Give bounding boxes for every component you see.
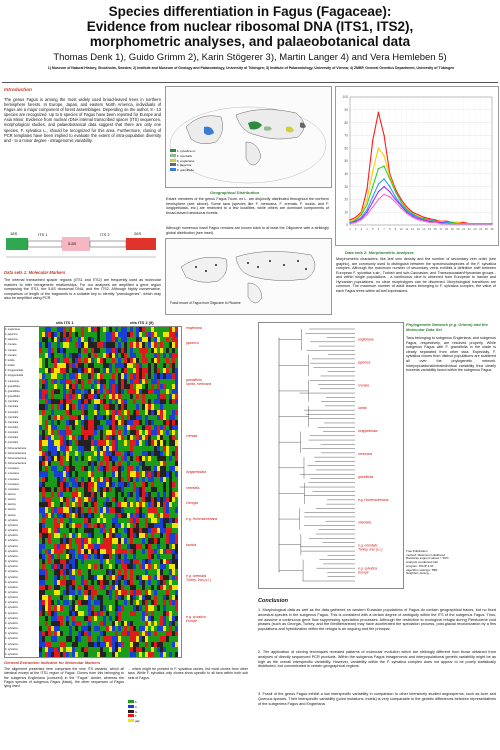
data-point bbox=[440, 220, 441, 221]
taxon-label: F. sylvatica bbox=[5, 652, 18, 656]
data-point bbox=[383, 178, 384, 179]
group-label: grandifolia lucida, mexicana bbox=[186, 377, 212, 386]
fossil-map-eurasia bbox=[236, 251, 315, 280]
taxon-label: F. mexicana bbox=[5, 379, 19, 383]
taxon-label: F. taurica bbox=[5, 498, 16, 502]
x-tick-label: 19 bbox=[450, 227, 454, 231]
title-line-1: Species differentiation in Fagus (Fagaceae): bbox=[108, 4, 392, 19]
tree-clade-label bbox=[358, 544, 382, 552]
group-label: Georgia bbox=[186, 501, 199, 506]
data-point bbox=[366, 188, 367, 189]
group-label: e.g. Hohenackeriana bbox=[186, 516, 218, 521]
taxon-label: F. grandifolia bbox=[5, 384, 20, 388]
its-caption-heading: Data sets 1: Molecular Markers bbox=[4, 270, 66, 275]
data-point bbox=[389, 191, 390, 192]
data-point bbox=[383, 165, 384, 166]
title-line-2: Evidence from nuclear ribosomal DNA (ITS1, ITS2), bbox=[86, 19, 414, 34]
taxon-label: F. longipetiolata bbox=[5, 374, 24, 378]
taxon-label: F. sylvatica bbox=[5, 596, 18, 600]
base-legend-item: A bbox=[128, 700, 178, 705]
map-legend-item: F. japonica bbox=[170, 163, 230, 168]
taxon-label: F. sylvatica bbox=[5, 621, 18, 625]
data-point bbox=[412, 217, 413, 218]
tree-text: Taxa belonging to subgenus Engleriana, and subgenus Fagus, respectively, are resolved properly. While subgenus Fagus with F. grandifolia in the clade is clearly separated from other taxa. Especially, F. sylvatica clones from distinct populations are scattered all over the phylogenetic network. Interpopulational/intraindividual variability thus clearly exceeds variability found within the subgenus Fagus. bbox=[406, 336, 496, 373]
taxon-label: F. hohenackeriana bbox=[5, 446, 27, 450]
taxon-label: F. taurica bbox=[5, 493, 16, 496]
fossil-site bbox=[215, 264, 217, 266]
tree-svg bbox=[259, 323, 403, 588]
taxon-label: F. sylvatica bbox=[5, 627, 18, 631]
y-tick-label: 50 bbox=[344, 159, 348, 164]
fossil-site bbox=[205, 270, 207, 272]
data-point bbox=[440, 222, 441, 223]
data-point bbox=[372, 206, 373, 207]
tree-clade-label bbox=[358, 475, 373, 479]
taxon-label: F. sylvatica bbox=[5, 523, 18, 527]
data-point bbox=[400, 208, 401, 209]
data-point bbox=[366, 199, 367, 200]
x-tick-label: 21 bbox=[462, 227, 466, 231]
taxon-label: F. sylvatica bbox=[5, 518, 18, 522]
data-point bbox=[361, 219, 362, 220]
taxon-label: F. sylvatica bbox=[5, 534, 18, 538]
x-tick-label: 10 bbox=[399, 227, 403, 231]
taxon-label: F. orientalis bbox=[5, 425, 19, 429]
data-point bbox=[366, 204, 367, 205]
fossil-map bbox=[165, 238, 332, 315]
label-its1: ITS 1 bbox=[38, 232, 48, 237]
group-label: japonica bbox=[186, 341, 199, 346]
header-divider bbox=[2, 82, 498, 83]
x-tick-label: 13 bbox=[416, 227, 420, 231]
base-legend-item: C bbox=[128, 705, 178, 710]
gene-18s-box bbox=[6, 238, 28, 250]
x-tick-label: 20 bbox=[456, 227, 460, 231]
taxon-label: F. crenata bbox=[5, 343, 17, 347]
tree-clade-label bbox=[358, 452, 372, 456]
alignment-caption: The alignment presented here comprises the nine ITS variants, which all identical except at the ITS1 region of Fagus. Clones from this belonging to the subgenus Engleriana (coloured) in the "Fagus" cluster, whereas the Fagus species of subgenus Fagus (black), the other sequences of Fagus lying lined. bbox=[4, 667, 124, 689]
y-tick-label: 80 bbox=[344, 120, 348, 125]
data-point bbox=[435, 219, 436, 220]
data-point bbox=[378, 112, 379, 113]
intro-text: The genus Fagus is among the most widely used broad-leaved trees in northern hemisphere forests. In Europe, Japan, and eastern North America, individuals of Fagus are a major component of forest assemblages. Depending on the author, 8 - 13 species are recognized. Up to 5 species of Fagus have been reported for Europe and Asia Minor. Evidence from nuclear rDNA internal transcribed spacer (ITS) sequences, morphological studies, and palaeobotanical data suggest that there are only one species, F. sylvatica L., should be recognized for this area. Furthermore, cloning of PCR templates have been implied to evaluate the extent of intra-population diversity and - to a minor degree - intragenomic variability. bbox=[4, 97, 161, 143]
taxon-label: F. lucida bbox=[5, 364, 15, 368]
taxon-label: F. sylvatica bbox=[5, 575, 18, 579]
taxon-label: F. orientalis bbox=[5, 410, 19, 414]
conclusion-p2: 2. The application of cloning techniques revealed patterns of molecular evolution which are strikingly different from those obtained from analyses of directly sequenced PCR products. Within the subgenus Fagus intragenomic and interpopulational genetic variability might be as high as the overall interspecific variability. However, variability within the F. sylvatica complex does not appear to be purely statistically distributed, but concentrated in certain geographical regions. bbox=[258, 650, 496, 669]
intro-heading: Introduction bbox=[4, 88, 32, 93]
data-point bbox=[452, 223, 453, 224]
taxon-label: F. grandifolia bbox=[5, 389, 20, 393]
data-point bbox=[389, 186, 390, 187]
data-point bbox=[423, 219, 424, 220]
data-point bbox=[463, 222, 464, 223]
alignment-label-right: ctls ITS 2 (5) bbox=[130, 320, 154, 325]
tree-label-line: japonica bbox=[358, 360, 371, 365]
data-point bbox=[383, 155, 384, 156]
map-legend-item: F. orientalis bbox=[170, 154, 230, 159]
data-point bbox=[435, 222, 436, 223]
taxon-label: F. hohenackeriana bbox=[5, 462, 27, 466]
x-tick-label: 23 bbox=[473, 227, 477, 231]
taxon-label: F. sylvatica bbox=[5, 616, 18, 620]
tree-label-line: Europe bbox=[358, 570, 369, 575]
taxon-label: F. japonica bbox=[5, 333, 18, 337]
group-label: taurica bbox=[186, 542, 197, 547]
tree-label-line: longipetiolata bbox=[358, 429, 378, 434]
tree-label-line: e.g. Hohenackeriana bbox=[358, 497, 389, 502]
data-point bbox=[446, 222, 447, 223]
label-18s: 18S bbox=[10, 231, 18, 236]
x-tick-label: 15 bbox=[427, 227, 432, 231]
tree-clade-label bbox=[357, 360, 370, 364]
data-point bbox=[457, 222, 458, 223]
x-tick-label: 6 bbox=[377, 227, 380, 231]
data-point bbox=[383, 194, 384, 195]
data-point bbox=[463, 223, 464, 224]
its-caption: The internal transcribed spacer regions (ITS1 and ITS2) are frequently used as molecular markers to infer infrageneric relationships. For our analyses we amplified a gene region comprising the ITS1, the 5.8S ribosomal DNA, and the ITS2. Although highly conservative, comparison of length of the fragments is a suitable key to identify "pseudogenes", which may also be amplified using PCR. bbox=[4, 278, 161, 300]
data-point bbox=[366, 212, 367, 213]
taxon-label: F. sylvatica bbox=[5, 647, 18, 651]
taxon-label: F. sylvatica bbox=[5, 590, 18, 594]
map-caption: Extant members of the genus Fagus Tourn. ex L. are disjunctly distributed throughout the northern hemisphere (see above). Some taxa (species like F. mexicana, F. crenata, F. lucida, and F. longipetiolata, etc.) are restricted to a few localities, while others are dominant components of broad-leaved deciduous forests. bbox=[166, 197, 329, 215]
x-tick-label: 18 bbox=[444, 227, 449, 231]
morph-text: Morphometric characters, like leaf vein density and the number of secondary vein order (see graphic), are commonly used to distinguish between the species/subspecies of the F. sylvatica complex. Although the maximum number of secondary veins exhibits a definitive shift between European F. sylvatica s.str., Turkish and sub-Caucasian, and Transcaucasian/Hyrcanian groups - and within single populations - a continuous cline is observed from European to Iranian and Hyrcanian populations, no clear morphotypes can be discerned. Morphological transitions are common. The maximum number of adult leaves belonging to F. sylvatica complex, the value of each Fagus trees within all leaf impressions. bbox=[336, 257, 496, 293]
y-tick-label: 70 bbox=[344, 133, 348, 138]
data-point bbox=[395, 196, 396, 197]
taxon-label: F. moesiaca bbox=[5, 482, 19, 486]
affiliations: 1) Museum of Natural History, Stockholm, Sweden; 2) Institute and Museum of Geology and Palaeontology, University of Tübingen; 3) Institute of Palaeontology, University of Vienna; 4) ZMBP, General Genetics Department, University of Tübingen bbox=[47, 66, 455, 70]
data-point bbox=[400, 205, 401, 206]
group-label: crenata bbox=[186, 434, 198, 439]
taxon-label: F. moesiaca bbox=[5, 472, 19, 476]
x-tick-label: 1 bbox=[349, 227, 351, 231]
data-point bbox=[400, 201, 401, 202]
taxon-label: F. hohenackeriana bbox=[5, 451, 27, 455]
tree-label-line: Turkey, Iran (s.l.) bbox=[358, 547, 383, 552]
taxon-label: F. sylvatica bbox=[5, 637, 18, 641]
taxon-label: F. moesiaca bbox=[5, 467, 19, 471]
taxon-label: F. sylvatica bbox=[5, 560, 18, 564]
taxon-label: F. orientalis bbox=[5, 431, 19, 435]
data-point bbox=[435, 220, 436, 221]
tree-label-line: crenata bbox=[358, 383, 369, 388]
taxon-label: F. engleriana bbox=[5, 328, 20, 331]
gene-26s-box bbox=[126, 238, 156, 250]
taxon-label: F. hohenackeriana bbox=[5, 456, 27, 460]
y-tick-label: 100 bbox=[342, 95, 348, 100]
taxon-label: F. orientalis bbox=[5, 405, 19, 409]
taxon-label: F. taurica bbox=[5, 513, 16, 517]
data-point bbox=[366, 209, 367, 210]
its2-region bbox=[90, 241, 126, 247]
y-tick-label: 20 bbox=[344, 197, 348, 202]
africa-shape bbox=[246, 142, 261, 165]
sequence-alignment bbox=[4, 326, 182, 658]
taxon-label: F. sylvatica bbox=[5, 632, 18, 636]
data-point bbox=[491, 223, 492, 224]
data-point bbox=[474, 223, 475, 224]
data-point bbox=[486, 223, 487, 224]
tree-label-line: engleriana bbox=[358, 337, 374, 342]
data-point bbox=[395, 191, 396, 192]
data-point bbox=[372, 196, 373, 197]
taxon-label: F. sylvatica bbox=[5, 580, 18, 584]
taxon-label: F. sylvatica bbox=[5, 544, 18, 548]
data-point bbox=[400, 199, 401, 200]
x-tick-label: 4 bbox=[366, 227, 368, 231]
fossil-site bbox=[247, 262, 249, 264]
fossil-map-north-america bbox=[181, 257, 227, 282]
morphometric-chart bbox=[335, 86, 499, 246]
tree-heading: Phylogenetic Network (e.g. Grimm) and the Molecular Data Set bbox=[406, 322, 488, 332]
data-point bbox=[429, 218, 430, 219]
taxon-label: F. sylvatica bbox=[5, 601, 18, 605]
fossil-site bbox=[195, 266, 197, 268]
conclusion-p1: 1. Morphological data as well as the data gathered on western Eurasian populations of Fagus do contain geographical traces, but no fixed ancestral species in the subgenus Fagus. This is consistent with a certain degree of ambiguity within the ITS of the subgenus Fagus. Thus, we assume a continuous gene flow suppressing speciation processes. Although the restriction to ecological refugia during Pleistocene cold phases (such as Georgia, Turkey, and the Mediterranean) may have accelerated the speciation process, post-glacial recolonization by a few populations and hybridization within the refugia is an ongoing and the principal. bbox=[258, 608, 496, 632]
data-point bbox=[457, 223, 458, 224]
eurasia-shape bbox=[236, 109, 304, 139]
taxon-label: F. taurica bbox=[5, 503, 16, 507]
taxon-label: F. sylvatica bbox=[5, 529, 18, 533]
tree-label-line: grandifolia bbox=[358, 474, 374, 479]
taxon-label: F. lucida bbox=[5, 358, 15, 362]
range-japonica bbox=[300, 123, 306, 129]
data-point bbox=[389, 196, 390, 197]
tree-clade-label bbox=[358, 337, 374, 341]
taxon-label: F. sylvatica bbox=[5, 554, 18, 558]
tree-label-line: e.g. sylvatica bbox=[358, 566, 378, 571]
data-point bbox=[366, 214, 367, 215]
map-legend-item: F. engleriana bbox=[170, 159, 230, 164]
data-point bbox=[440, 223, 441, 224]
taxon-label: F. longipetiolata bbox=[5, 369, 24, 373]
data-point bbox=[378, 191, 379, 192]
x-tick-label: 14 bbox=[422, 227, 426, 231]
y-tick-label: 40 bbox=[344, 172, 348, 176]
x-tick-label: 9 bbox=[394, 227, 397, 231]
map-legend-item: F. sylvatica s.l. bbox=[170, 149, 230, 154]
data-point bbox=[378, 199, 379, 200]
data-point bbox=[349, 223, 350, 224]
x-tick-label: 17 bbox=[439, 227, 443, 231]
taxon-label: F. sylvatica bbox=[5, 539, 18, 543]
group-label: engleriana bbox=[186, 326, 202, 330]
map-heading: Geographical Distribution bbox=[210, 190, 260, 195]
series-line bbox=[350, 112, 492, 223]
data-point bbox=[469, 223, 470, 224]
group-label: orientalis bbox=[186, 485, 200, 490]
tree-side-note: Tree Publication method: Maximum Likelihood Bootstrap support values > 50% Analysis conducted with program: PAUP 4.0b Algorithm settings: TBR Neighbor-Joining... bbox=[406, 549, 449, 576]
base-legend-item: gap bbox=[128, 719, 178, 724]
its-diagram bbox=[4, 228, 162, 266]
tree-clade-label bbox=[358, 406, 367, 410]
alignment-legend bbox=[128, 700, 178, 724]
taxon-label: F. sylvatica bbox=[5, 570, 18, 574]
fossil-map-caption: Fossil record of Fagus from Oligocene to Pliocene bbox=[170, 301, 241, 305]
x-tick-label: 5 bbox=[371, 227, 374, 231]
map-legend-item: F. grandifolia bbox=[170, 168, 230, 173]
taxon-label: F. moesiaca bbox=[5, 477, 19, 481]
x-tick-label: 7 bbox=[383, 227, 385, 231]
x-tick-label: 11 bbox=[405, 227, 409, 231]
data-point bbox=[446, 220, 447, 221]
tree-label-line: mexicana bbox=[358, 452, 373, 456]
alignment-cell bbox=[175, 652, 178, 657]
data-point bbox=[372, 171, 373, 172]
taxon-label: F. japonica bbox=[5, 338, 18, 342]
taxon-label: F. sylvatica bbox=[5, 606, 18, 610]
data-point bbox=[378, 168, 379, 169]
label-26s: 26S bbox=[134, 231, 142, 236]
taxon-label: F. orientalis bbox=[5, 420, 19, 424]
data-point bbox=[378, 183, 379, 184]
y-tick-label: 90 bbox=[344, 108, 348, 112]
x-tick-label: 16 bbox=[433, 227, 437, 231]
phylogenetic-tree bbox=[258, 322, 404, 589]
data-point bbox=[372, 140, 373, 141]
data-point bbox=[378, 148, 379, 149]
data-point bbox=[395, 201, 396, 202]
x-tick-label: 12 bbox=[410, 227, 415, 231]
base-legend-item: G bbox=[128, 710, 178, 715]
fossil-site bbox=[297, 260, 299, 262]
tree-label-line: lucida bbox=[358, 406, 367, 411]
taxon-label: F. moesiaca bbox=[5, 487, 19, 491]
tree-clade-label bbox=[358, 521, 372, 525]
x-tick-label: 3 bbox=[360, 227, 363, 231]
taxon-label: F. crenata bbox=[5, 348, 17, 352]
taxon-label: F. grandifolia bbox=[5, 395, 20, 399]
y-tick-label: 10 bbox=[344, 210, 348, 215]
its1-region bbox=[28, 241, 62, 247]
data-point bbox=[372, 201, 373, 202]
y-tick-label: 60 bbox=[344, 146, 348, 151]
chart-svg bbox=[336, 87, 498, 245]
alignment-caption-heading: General Extraction Indicator for Molecular Markers bbox=[4, 660, 101, 665]
series-line bbox=[350, 166, 492, 224]
data-point bbox=[417, 219, 418, 220]
tree-label-line: orientalis bbox=[358, 520, 372, 525]
data-point bbox=[383, 186, 384, 187]
x-tick-label: 22 bbox=[467, 227, 471, 231]
label-58s: 5.8S bbox=[68, 241, 77, 246]
data-point bbox=[429, 219, 430, 220]
fossil-map-africa bbox=[248, 283, 262, 303]
fossil-site bbox=[283, 264, 285, 266]
tree-clade-label bbox=[358, 498, 389, 502]
data-point bbox=[355, 222, 356, 223]
y-tick-label: 0 bbox=[346, 223, 348, 228]
data-point bbox=[429, 220, 430, 221]
poster-title bbox=[0, 4, 500, 49]
taxon-label: F. orientalis bbox=[5, 436, 19, 440]
data-point bbox=[361, 214, 362, 215]
data-point bbox=[372, 186, 373, 187]
conclusion-p3: 3. Fossil of the genus Fagus exhibit a low interspecific variability in comparison to other intensively studied angiosperms, such as Acer and Quercus species. Their interspecific variability (point mutations, indels) is very comparable to the genetic differences between representatives of the subgenera Fagus and Engleriana. bbox=[258, 692, 496, 706]
taxon-label: F. sylvatica bbox=[5, 565, 18, 569]
fossil-site bbox=[269, 260, 271, 262]
authors: Thomas Denk 1), Guido Grimm 2), Karin Stögerer 3), Martin Langer 4) and Vera Hemleben 5) bbox=[53, 52, 447, 63]
label-its2: ITS 2 bbox=[100, 232, 110, 237]
fossil-site bbox=[257, 266, 259, 268]
tree-clade-label bbox=[358, 429, 378, 433]
taxon-label: F. orientalis bbox=[5, 441, 19, 445]
title-line-3: morphometric analyses, and palaeobotanical data bbox=[89, 34, 411, 49]
distribution-map bbox=[165, 86, 332, 188]
data-point bbox=[389, 178, 390, 179]
alignment-rows bbox=[5, 327, 181, 657]
data-point bbox=[429, 222, 430, 223]
taxon-label: F. orientalis bbox=[5, 415, 19, 419]
tree-label-line: e.g. orientalis bbox=[358, 543, 378, 548]
morph-heading: Data sets 2: Morphometric Analyses bbox=[345, 250, 414, 255]
data-point bbox=[423, 220, 424, 221]
conclusion-heading: Conclusion bbox=[258, 598, 288, 604]
x-tick-label: 26 bbox=[490, 227, 494, 231]
group-label: longipetiolata bbox=[186, 470, 206, 475]
tree-clade-label bbox=[358, 383, 369, 387]
group-label: e.g. orientalis Turkey, Iran (s.l.) bbox=[186, 573, 212, 582]
x-tick-label: 8 bbox=[388, 227, 391, 231]
base-legend-item: T bbox=[128, 714, 178, 719]
taxon-label: F. sylvatica bbox=[5, 611, 18, 615]
taxon-label: F. taurica bbox=[5, 508, 16, 512]
taxon-label: F. orientalis bbox=[5, 400, 19, 404]
taxon-label: F. sylvatica bbox=[5, 549, 18, 553]
map-legend bbox=[170, 149, 230, 173]
x-tick-label: 25 bbox=[484, 227, 488, 231]
x-tick-label: 2 bbox=[354, 227, 357, 231]
y-tick-label: 30 bbox=[344, 184, 348, 189]
x-tick-label: 24 bbox=[479, 227, 483, 231]
data-point bbox=[406, 213, 407, 214]
alignment-group-labels bbox=[184, 326, 254, 656]
data-point bbox=[480, 223, 481, 224]
map-caption-2: Although numerous fossil Fagus remains are known back to at least the Oligocene with a strikingly global distribution (see inset). bbox=[166, 226, 329, 235]
alignment-row bbox=[5, 652, 181, 657]
taxon-label: F. crenata bbox=[5, 353, 17, 357]
data-point bbox=[446, 223, 447, 224]
taxon-label: F. sylvatica bbox=[5, 642, 18, 646]
taxon-label: F. sylvatica bbox=[5, 585, 18, 589]
alignment-label-left: ctls ITS 1 bbox=[56, 320, 74, 325]
fossil-site bbox=[305, 268, 307, 270]
tree-clade-label bbox=[358, 567, 377, 575]
alignment-caption-2: ... which might be present in F. sylvatica clones, but most clones from other taxa. While F. sylvatica only clones show specific to all taxa within both sub sets of Fagus. bbox=[128, 667, 248, 680]
group-label: e.g. sylvatica Europe bbox=[186, 614, 206, 623]
data-point bbox=[395, 199, 396, 200]
data-point bbox=[383, 135, 384, 136]
data-point bbox=[452, 222, 453, 223]
